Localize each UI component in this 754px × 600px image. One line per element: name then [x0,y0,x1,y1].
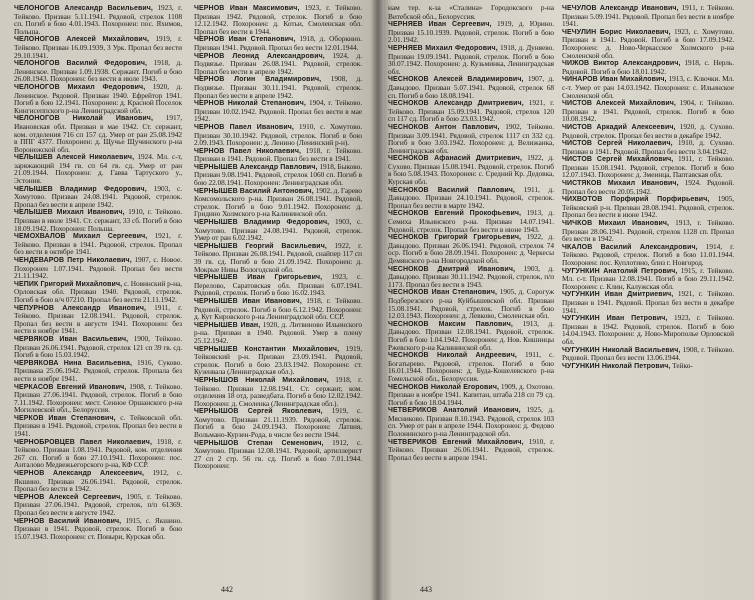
record-entry [14,304,182,335]
record-entry [14,185,182,209]
record-details: 1911, г. Тейково. Призван 15.08.1941. Рядовой, стрелок. Погиб в бою 12.07.1943. Похоронен: д. Змеинца, Паптавская обл. [562,154,734,180]
record-name: ЧЕРНЫШЕВ Георгий Васильевич, [194,242,327,250]
record-details: 1905, Тейковский р-н. Призван 28.08.1941. Рядовой, стрелок. Пропал без вести в июне 1942. [562,194,734,220]
record-details: 1908, г. Тейково. Призван 27.06.1941. Рядовой, стрелок. Погиб в бою 7.11.1942. Похоронен: мест. Сенное Оршанского р-на Могилевской обл., Белоруссия. [14,381,182,415]
record-details: 1920, д. Сухово. Рядовой, стрелок. Пропал без вести в декабре 1942. [562,121,734,140]
record-entry [388,406,554,437]
record-details: 1911, г. Тейково. Призван 12.08.1941. Рядовой, стрелок. Пропал без вести в августе 1941. Похоронен: без вести в ноябре 1941. [14,302,182,336]
record-entry [562,346,734,362]
record-name: ЧЕТВЕРИКОВ Евгений Михайлович, [388,438,524,446]
record-details: 1917, Ивановская обл. Призван в мае 1942. Ст. сержант, ком. отделения 716 сп 157 сд. Умер от ран 25.08.1942 в ППГ 4377. Похоронен: д. Щучье Щучинского р-на Воронежской обл. [14,113,182,154]
record-name: ЧЕЧУЛИН Борис Николаевич, [562,28,671,36]
record-details: 1910, д. Сухово. Призван в 1941. Рядовой. Пропал без вести 3.04.1942. [562,138,734,156]
record-name: ЧЕЛОНОГОВ Николай Иванович, [14,115,154,123]
record-name: ЧЕРНЫШОВ Николай Михайлович, [194,376,329,384]
record-entry [14,153,182,184]
record-name: ЧЕРНЯЕВ Михаил Федорович, [388,44,498,52]
record-entry [388,288,554,319]
record-name: ЧЕМОХВАЛОВ Михаил Сергеевич, [14,233,148,241]
record-entry [562,59,734,75]
record-details: 1910, г. Тейково. Призван в июле 1941. Ст. сержант, 33 сб. Погиб в бою 18.09.1942. Похоронен: Польша. [14,207,182,233]
record-details: 1903, с. Хомутово. Призван 24.08.1941. Рядовой, стрелок. Пропал без вести в апреле 1942. [14,183,182,209]
record-details: 1918, г. Тейково. Призван 1.08.1941. Рядовой, ком. отделения 267 сп. Погиб в бою 27.10.1941. Похоронен: пос. Анталово Медвежьегорского р-на, КФ ССР. [14,436,182,470]
record-details: 1923, с. Хомутово. Призван в 1941. Рядовой. Погиб в бою 17.09.1942. Похоронен: д. Ново-Черкасское Холмского р-на Смоленской обл. [562,26,734,60]
record-details: 1913, с. Ключки. Мл. с-т. Умер от ран 14.03.1942. Похоронен: с. Ильинское Смоленской обл. [562,74,734,100]
record-name: ЧИНАРОВ Иван Михайлович, [562,76,667,84]
record-name: ЧЕСНОКОВ Иван Степанович, [388,289,498,297]
record-name: ЧЕРНОБРОВЦЕВ Павел Николаевич, [14,438,152,446]
record-entry [388,20,554,44]
record-details: 1903, с. Хомутово. Призван 24.08.1941. Рядовой, стрелок. Умер от ран 6.02.1942. [194,217,362,243]
record-name: ЧЕПИК Григорий Михайлович, [14,280,123,288]
record-details: 1911, г. Тейково. Призван 5.09.1941. Рядовой. Пропал без вести в ноябре 1941. [562,4,734,29]
record-name: ЧЕЛЫШЕВ Владимир Федорович, [14,185,147,193]
record-details: 1919, Тейковский р-н. Призван 23.09.1941. Рядовой, стрелок. Погиб в бою 23.03.1942. Похоронен: ст. Кузенвала (Ленинградская обл.). [194,343,362,377]
record-details: 1923, г. Тейково. Призван в 1942. Рядовой, стрелок. Погиб в бою 14.04.1943. Похоронен: д. Ново-Мирополье Орловской обл. [562,313,734,346]
record-name: ЧИСТЯКОВ Михаил Иванович, [562,180,679,188]
record-name: ЧЕЛЫШЕВ Михаил Иванович, [14,209,125,217]
record-entry [14,4,182,35]
record-details: 1921, г. Тейково. Призван 15.09.1941. Рядовой, стрелок 120 сп 117 сд. Погиб в бою 23.03.1942. [388,98,554,124]
record-entry [388,320,554,351]
record-entry [14,335,182,359]
record-entry [194,439,362,470]
record-name: ЧЕЛОНОГОВ Василий Федорович, [14,60,148,68]
record-entry [562,155,734,179]
record-details: 1925, д. Мясниково. Призван 8.10.1943. Рядовой, стрелок 103 сп. Умер от ран в апреле 1944. Похоронен: д. Федово Полонинского р-на Ленинградской обл. [388,405,554,439]
record-details: 1905, д. Сорогуж Подберезского р-на Куйбышевской обл. Призван 15.08.1941. Рядовой, стрелок. Погиб в бою 12.03.1943. Похоронен: д. Левково, Смоленская обл. [388,287,554,321]
record-name: ЧЕПУРНОВ Александр Иванович, [14,304,147,312]
record-details: 1912, с. Якшино. Призван 26.06.1941. Рядовой, стрелок. Пропал без вести в 1942. [14,468,182,494]
record-name: ЧЕРНОВ Василий Иванович, [14,517,122,525]
record-name: ЧЕРНОВ Логин Владимирович, [194,76,322,84]
record-details: 1909, д. Охотово. Призван в ноябре 1941. Капитан, штаба 218 сп 79 сд. Погиб в бою 18.04.1944. [388,381,554,407]
record-details: 1922, д. Сухово. Призван 15.08.1941. Рядовой, стрелок. Погиб в бою 5.08.1943. Похоронен: с. Средний Кр. Дедовка, Курская обл. [388,153,554,187]
record-name: ЧЕРНОВ Иван Максимович, [194,5,300,12]
record-details: 1915, г. Тейково. Мл. с-т. Призван 12.08.1941. Погиб в бою 29.11.1942. Похоронен: с. Клин, Калужская обл. [562,265,734,291]
record-details: 1915, с. Якшино. Призван в 1941. Рядовой, стрелок. Погиб в бою 15.07.1943. Похоронен: ст. Поныри, Курская обл. [14,515,182,541]
record-details: 1904, г. Тейково. Призван 10.02.1942. Рядовой. Пропал без вести в мае 1942. [194,98,362,124]
record-entry [14,256,182,280]
record-details: 1918, г. Тейково. Призван в 1941. Рядовой. Пропал без вести в 1941. [194,145,362,164]
record-name: ЧЕСНОКОВ Николай Андреевич, [388,352,517,360]
record-entry [562,267,734,291]
record-entry [194,35,362,51]
record-name: ЧИСТОВ Аркадий Алексеевич, [562,123,676,131]
record-entry [14,438,182,469]
record-details: 1924. Рядовой. Пропал без вести 20.05.1942. [562,178,734,196]
left-column-1 [14,4,182,582]
record-details: 1911, д. Давыдово. Призван 24.10.1941. Рядовой, стрелок. Пропал без вести в марте 1942. [388,184,554,210]
record-entry [562,290,734,314]
record-entry [194,75,362,99]
record-name: ЧЕРНЫШЕВ Иван Григорьевич, [194,274,323,282]
record-name: ЧЕСНОКОВ Афанасий Дмитриевич, [388,155,523,163]
record-name: ЧЕРНОВ Александр Алексеевич, [14,470,145,478]
record-name: ЧИСТОВ Сергей Михайлович, [562,156,674,164]
record-details: 1905, г. Тейково. Призван 27.06.1941. Рядовой, стрелок, п/п 61369. Пропал без вести в августе 1942. [14,491,182,517]
record-entry [194,242,362,273]
record-name: ЧЕРНЫШОВ Сергей Яковлевич, [194,408,323,416]
record-entry [14,232,182,256]
record-details: 1924, д. Подвязье. Призван 26.08.1941. Рядовой, стрелок. Пропал без вести в апреле 1942. [194,50,362,76]
record-entry [388,4,554,20]
record-name: ЧЕСНОКОВ Григорий Григорьевич, [388,234,522,242]
record-details: 1923, с. Перелово, Саратовская обл. Призван 6.07.1941. Рядовой, стрелок. Погиб в бою 16.02.1943. [194,272,362,298]
record-entry [14,83,182,114]
record-entry [562,219,734,243]
record-name: ЧЕСНОКОВ Антон Павлович, [388,123,500,131]
record-entry [14,35,182,59]
record-details: 1918, г. Тейково. Призван 12.08.1941. Ст. сержант, ком. отделения 18 отд. разведбата. Погиб в бою 12.02.1942. Похоронен: д. Смоленка (Ленинградская обл.). [194,374,362,408]
record-details: 1918, д. Дуняево. Призван 19.09.1941. Рядовой, стрелок. Погиб в бою 30.07.1942. Похоронен: д. Кузьминка, Ленинградская обл. [388,42,554,76]
record-entry [14,383,182,414]
record-entry [388,75,554,99]
record-name: ЧЕРНЫШЕВ Василий Антонович, [194,187,314,195]
record-details: 1920, д. Ленинское. Рядовой. Призван 1940. Ефрейтор 1941. Погиб в бою 12.1941. Похоронен: д. Красной Поселок Кингисеппского р-на Ленинградской обл. [14,81,182,115]
record-entry [14,469,182,493]
record-entry [562,123,734,139]
record-name: ЧИХВОТОВ Порфирий Порфирьевич, [562,196,710,204]
record-name: ЧЕРНОВ Павел Иванович, [194,123,294,131]
record-name: ЧЕСНОКОВ Василий Павлович, [388,186,515,194]
record-name: ЧЕРНЫШОВ Степан Семенович, [194,439,324,447]
record-name: ЧЕСНОКОВ Алексей Владимирович, [388,76,524,84]
record-details: 1904, г. Тейково. Призван в 1941. Рядовой, стрелок. Погиб в бою 10.08.1942. [562,98,734,124]
record-entry [14,493,182,517]
left-page [6,4,372,596]
record-details: 1921, г. Тейково. Призван в 1941. Рядовой, стрелок. Пропал без вести в октябре 1941. [14,231,182,257]
record-entry [14,114,182,153]
record-entry [194,218,362,242]
record-name: ЧЕРНЫШЕВ Константин Михайлович, [194,345,340,353]
record-entry [562,28,734,59]
record-entry [562,4,734,28]
record-details: 1918, г. Тейково. Рядовой, стрелок. Погиб в бою 6.12.1942. Похоронен: д. Кут Кировского р-на Ленинградской обл. ССР. [194,295,362,322]
record-entry [14,59,182,83]
record-entry [194,345,362,376]
record-name: ЧЕЛОНОГОВ Алексей Михайлович, [14,36,150,44]
record-details: с. Тейковской обл. Призван в 1941. Рядовой, стрелок. Пропал без вести в 1941. [14,412,182,439]
record-entry [14,208,182,232]
record-details: 1916, Суково. Призвана 25.06.1942. Рядовой, стрелок. Пропала без вести в ноябре 1941. [14,357,182,383]
record-entry [14,414,182,438]
record-details: 1919, д. Юрино. Призван 15.10.1939. Рядовой, стрелок. Погиб в бою 2.01.1942. [388,19,554,45]
record-name: ЧИСТОВ Сергей Николаевич, [562,140,673,148]
record-details: 1919, г. Тейково. Призван 16.09.1939, 3 Урк. Пропал без вести 29.10.1941. [14,34,182,60]
record-entry [14,280,182,304]
record-entry [194,4,362,35]
record-name: ЧИЧКОВ Михаил Иванович, [562,220,670,228]
page-number: 443 [420,585,432,594]
record-details: 1923, г. Тейково. Призван 5.11.1941. Рядовой, стрелок 1108 сп. Погиб в бою 4.01.1943. Похоронен: пос. Яхимов, Польша. [14,4,182,36]
record-name: ЧЕРНЫШЕВ Владимир Федорович, [194,219,330,227]
record-entry [562,243,734,267]
record-entry [562,362,734,371]
record-details: 1918, д. Ленинское. Призван 1.09.1938. Сержант. Погиб в бою 26.08.1943. Похоронен: без вести в июле 1943. [14,58,182,84]
right-page [384,4,748,596]
record-name: ЧИСТОВ Алексей Михайлович, [562,100,676,108]
record-name: ЧЕРВЯКОВА Нина Васильевна, [14,359,133,367]
record-details: 1918, д. Оборкино. Призван 1941. Рядовой. Пропал без вести 12.01.1944. [194,34,362,52]
record-entry [194,407,362,438]
record-entry [388,154,554,185]
record-name: ЧУГУНКИН Николай Васильевич, [562,346,681,354]
record-name: ЧЕРКОВ Иван Степанович, [14,414,116,422]
record-details: 1914, г. Тейково. Рядовой, стрелок. Погиб в бою 11.01.1944. Похоронен: пос. Куплотино, близ г. Новгород. [562,241,734,267]
record-details: 1919, с. Хомутово. Призван 21.11.1939. Рядовой, стрелок. Погиб в бою 24.09.1943. Похоронен: Латвия, Вольмано-Курзен-Рода, в числе без вести 1944. [194,406,362,440]
record-name: ЧЕСНОКОВ Евгений Прокофьевич, [388,210,522,218]
record-name: ЧЕРНЫШЕВ Иван Иванович, [194,297,302,305]
record-details: 1902, Тейково. Призван 3.09.1941. Рядовой, стрелок 1117 сп 332 сд. Погиб в бою 3.03.1942. Похоронен: д. Велижанка, Ленинградская обл. [388,121,554,155]
record-name: ЧЕЛОНОГОВ Михаил Федорович, [14,83,146,91]
record-name: ЧЕРНОВ Павел Николаевич, [194,147,302,155]
record-entry [388,209,554,233]
record-entry [388,123,554,154]
record-name: ЧЕРНОВ Николай Степанович, [194,100,306,108]
record-entry [194,297,362,321]
record-details: 1903, д. Давыдово. Призван 30.11.1942. Рядовой, стрелок, п/п 1173. Пропал без вести в 1943. [388,263,554,289]
record-details: 1911, с. Богатырево. Рядовой, стрелок. Погиб в бою 16.01.1944. Похоронен: д. Буда-Кошелевского р-на Гомельской обл., Белоруссия. [388,350,554,383]
record-details: 1907, д. Давыдово. Призван 5.07.1941. Рядовой, стрелок 68 сп. Погиб в бою 18.08.1941. [388,74,554,100]
page-number: 442 [221,585,233,594]
record-details: с. Новинский р-на, Орловская обл. Призван 1940. Рядовой, стрелок. Погиб в бою в/ч 07210. Пропал без вести 21.11.1942. [14,278,182,304]
record-details: 1908, д. Подвязье. Призван 30.11.1941. Рядовой, стрелок. Пропал без вести в апреле 1942. [194,74,362,100]
record-details: 1923, г. Тейково. Призван 1942. Рядовой, стрелок. Погиб в бою 12.12.1942. Похоронен: д. Котьи, Смоленская обл. Пропал без вести в 1944. [194,4,362,36]
record-details: 1902, д. Гарево Комсомольского р-на. Призван 26.08.1941. Рядовой, стрелок. Погиб в бою 9.01.1942. Похоронен: д. Гридино Холмского р-на Калининской обл. [194,185,362,219]
record-details: 1922, д. Давыдово. Призван 26.06.1941. Рядовой, стрелок 74 оср. Погиб в бою 28.09.1941. Похоронен: д. Черкесы Демянского р-на Новгородской обл. [388,232,554,265]
record-name: ЧЕТВЕРИКОВ Анатолий Иванович, [388,407,521,415]
record-entry [194,99,362,123]
record-entry [194,321,362,345]
record-details: нам тер. к-за «Сталина» Городокского р-на Витебской обл., Белоруссия. [388,4,554,21]
record-details: 1924. Мл. с-т, заряжающий 194 гв. сп 64 гв. сд. Умер от ран 21.09.1944. Похоронен: д. Гавва Тартуского у., Эстония. [14,152,182,186]
record-name: ЧУГУНКИН Николай Петрович, [562,362,671,370]
record-entry [194,376,362,407]
record-entry [562,314,734,345]
record-details: 1910, с. Хомутово. Призван 30.10.1942. Рядовой, стрелок. Погиб в бою 2.09.1943. Похоронен: д. Ленино (Ленинский р-н). [194,121,362,148]
record-name: ЧЕЛЫШЕВ Алексей Николаевич, [14,154,135,162]
record-details: Тейко- [672,360,693,370]
record-entry [194,273,362,297]
record-entry [14,359,182,383]
record-name: ЧУГУНКИН Иван Дмитриевич, [562,291,674,299]
record-name: ЧЕЛОНОГОВ Александр Васильевич, [14,5,153,12]
record-entry [562,179,734,195]
record-details: 1908, г. Тейково. Рядовой. Пропал без вести 13.06.1944. [562,344,734,363]
left-column-2 [194,4,362,582]
record-details: 1907, с. Новое. Похоронен 1.07.1941. Рядовой. Пропал без вести 21.11.1942. [14,255,182,281]
record-name: ЧКАЛОВ Василий Александрович, [562,243,698,251]
record-entry [562,195,734,219]
record-details: 1913, д. Семиха Ильинского р-на. Призван 14.07.1941. Рядовой, стрелок. Пропал без вести в июне 1943. [388,208,554,234]
record-name: ЧЕРНЯЕВ Иван Сергеевич, [388,21,492,29]
record-name: ЧЕРНЫШЕВ Александр Павлович, [194,163,318,171]
record-entry [562,99,734,123]
record-details: 1922, г. Тейково. Призван 26.08.1941. Рядовой, снайпер 117 сп 39 гв. сд. Погиб в бою 21.09.1942. Похоронен: д. Мокрые Нивы Вологодской обл. [194,240,362,274]
record-details: 1921, г. Тейково. Призван в 1941. Рядовой. Пропал без вести в декабре 1941. [562,289,734,315]
record-entry [194,123,362,147]
record-name: ЧЕРКАСОВ Евгений Иванович, [14,383,127,391]
record-entry [194,52,362,76]
record-name: ЧЕРНОВ Иван Степанович, [194,36,296,44]
record-entry [194,147,362,163]
record-entry [388,265,554,289]
record-name: ЧЕРВЯКОВ Иван Васильевич, [14,335,129,343]
record-details: 1900, Тейково. Призван 26.06.1941. Рядовой, стрелок 121 сп 39 гв. сд. Погиб в бою 15.03.1942. [14,333,182,360]
record-details: 1913, г. Тейково. Призван 28.06.1941. Рядовой, стрелок 1128 сп. Пропал без вести в 1942. [562,218,734,244]
record-name: ЧЕРНОВ Алексей Сергеевич, [14,493,123,501]
record-entry [388,351,554,382]
record-name: ЧИЖОВ Виктор Александрович, [562,60,681,68]
record-entry [388,233,554,264]
right-column-1 [388,4,554,582]
record-details: 1913, д. Давыдово. Призван 12.08.1941. Рядовой, стрелок. Погиб в бою 1.04.1942. Похоронен: д. Нов. Кишинцы Ржевского р-на Калининской обл. [388,318,554,352]
record-name: ЧЕСНОКОВ Николай Егорович, [388,383,500,391]
record-entry [14,517,182,541]
record-name: ЧЕСНОКОВ Максим Павлович, [388,320,513,328]
record-entry [388,186,554,210]
record-details: 1918, с. Нерль. Рядовой. Погиб в бою 18.01.1942. [562,58,734,76]
record-entry [194,163,362,187]
book-gutter [372,0,384,600]
record-entry [388,438,554,462]
record-entry [388,44,554,75]
record-name: ЧУГУНКИН Иван Петрович, [562,315,668,323]
record-entry [562,139,734,155]
record-name: ЧУГУНКИН Анатолий Петрович, [562,267,678,275]
record-details: 1920, д. Литвиново Ильинского р-на. Призван в 1940. Рядовой. Умер в плену 25.12.1942. [194,319,362,345]
record-name: ЧЕСНОКОВ Александр Дмитриевич, [388,100,524,108]
record-entry [194,187,362,218]
record-entry [388,383,554,407]
record-entry [388,99,554,123]
record-name: ЧЕНДЕВАРОВ Петр Николаевич, [14,257,132,264]
record-details: 1910, г. Тейково. Призван 26.06.1941. Рядовой, стрелок. Пропал без вести в апреле 1941. [388,436,554,462]
record-name: ЧЕСНОКОВ Дмитрий Иванович, [388,265,516,273]
record-name: ЧЕЧУЛОВ Александр Иванович, [562,5,679,12]
record-name: ЧЕРНОВ Леонид Александрович, [194,52,325,60]
record-entry [562,75,734,99]
record-details: 1918, Быково. Призван 9.08.1941. Рядовой, стрелок 1060 сп. Погиб в бою 22.08.1941. Похоронен: Ленинградская обл. [194,161,362,188]
record-name: ЧЕРНЫШЕВ Иван, [194,321,261,329]
record-details: 1912, с. Хомутово. Призван 12.08.1941. Рядовой, артиллерист 27 сп 2 стр. 56 гв. сд. Погиб в бою 7.01.1944. Похоронен: [194,437,362,471]
right-column-2 [562,4,734,582]
